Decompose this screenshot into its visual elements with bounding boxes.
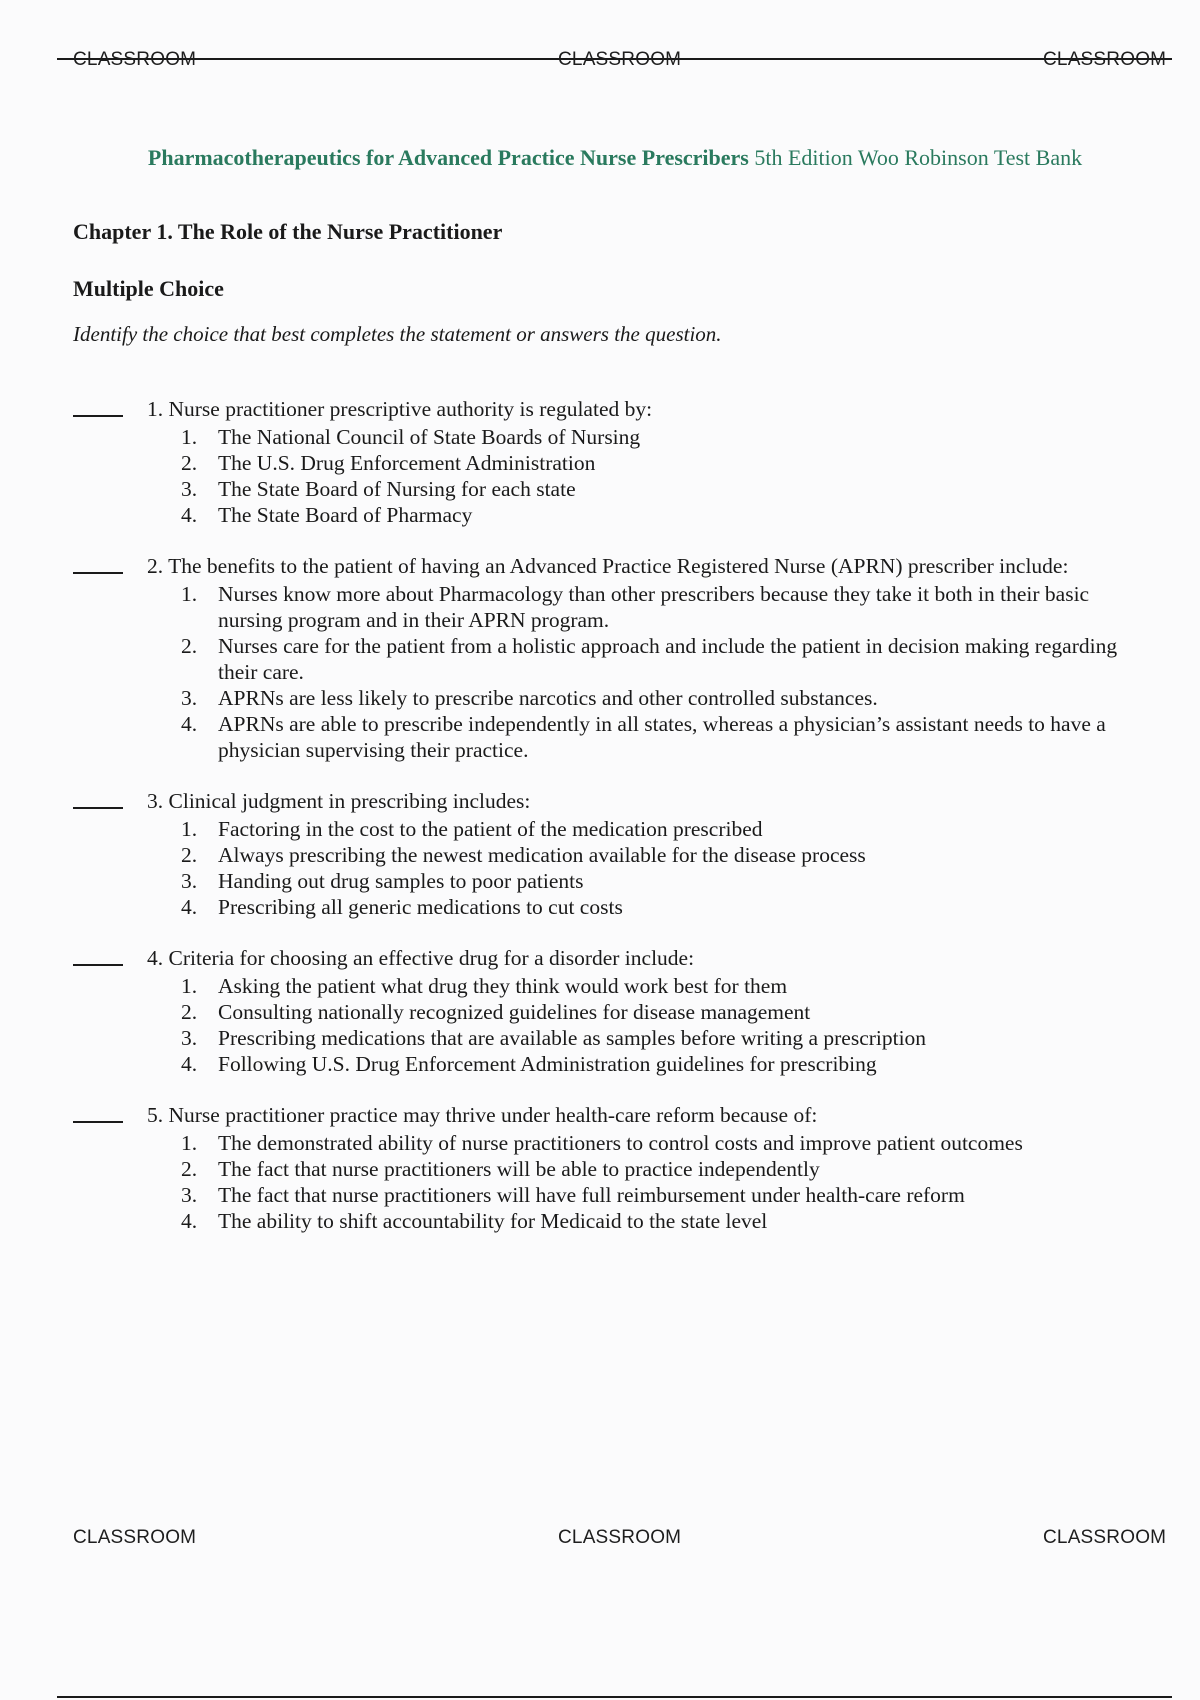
question-text: Criteria for choosing an effective drug for a disorder include: bbox=[168, 946, 695, 970]
option-text: The State Board of Nursing for each state bbox=[218, 477, 576, 501]
section-heading: Multiple Choice bbox=[73, 276, 224, 301]
option-number: 3. bbox=[181, 686, 198, 710]
answer-option bbox=[181, 502, 1133, 528]
answer-blank[interactable] bbox=[73, 415, 123, 417]
option-text: Prescribing all generic medications to cut costs bbox=[218, 895, 623, 919]
option-number: 1. bbox=[181, 817, 198, 841]
question-stem bbox=[147, 788, 1133, 814]
chapter-heading: Chapter 1. The Role of the Nurse Practitioner bbox=[73, 219, 503, 244]
question-number: 2. bbox=[147, 554, 164, 578]
option-number: 2. bbox=[181, 634, 198, 658]
answer-option bbox=[181, 816, 1133, 842]
instructions-text: Identify the choice that best completes the statement or answers the question. bbox=[73, 322, 722, 346]
option-number: 1. bbox=[181, 582, 198, 606]
answer-option bbox=[181, 1182, 1133, 1208]
option-number: 4. bbox=[181, 503, 198, 527]
option-number: 4. bbox=[181, 712, 198, 736]
question-text: Clinical judgment in prescribing includes: bbox=[168, 789, 531, 813]
question-number: 5. bbox=[147, 1103, 164, 1127]
question-item bbox=[73, 1102, 1133, 1234]
answer-option bbox=[181, 1208, 1133, 1234]
option-text: The U.S. Drug Enforcement Administration bbox=[218, 451, 596, 475]
option-number: 2. bbox=[181, 843, 198, 867]
option-number: 1. bbox=[181, 425, 198, 449]
option-number: 1. bbox=[181, 974, 198, 998]
option-text: The ability to shift accountability for Medicaid to the state level bbox=[218, 1209, 768, 1233]
option-list bbox=[73, 816, 1133, 920]
book-title bbox=[0, 145, 1200, 171]
answer-blank[interactable] bbox=[73, 1121, 123, 1123]
answer-option bbox=[181, 999, 1133, 1025]
option-text: The demonstrated ability of nurse practitioners to control costs and improve patient outcomes bbox=[218, 1131, 1023, 1155]
option-text: APRNs are able to prescribe independently in all states, whereas a physician’s assistant needs to have a physician supervising their practice. bbox=[218, 712, 1106, 762]
question-item bbox=[73, 396, 1133, 528]
option-number: 1. bbox=[181, 1131, 198, 1155]
option-list bbox=[73, 1130, 1133, 1234]
answer-option bbox=[181, 424, 1133, 450]
option-text: Always prescribing the newest medication available for the disease process bbox=[218, 843, 866, 867]
question-stem bbox=[147, 396, 1133, 422]
question-list bbox=[73, 396, 1133, 1259]
question-number: 1. bbox=[147, 397, 164, 421]
answer-option bbox=[181, 476, 1133, 502]
question-item bbox=[73, 788, 1133, 920]
answer-option bbox=[181, 581, 1133, 633]
option-text: Nurses care for the patient from a holistic approach and include the patient in decision making regarding their care. bbox=[218, 634, 1118, 684]
question-stem bbox=[147, 945, 1133, 971]
watermark-top-left: CLASSROOM bbox=[73, 49, 197, 70]
option-list bbox=[73, 973, 1133, 1077]
option-text: APRNs are less likely to prescribe narcotics and other controlled substances. bbox=[218, 686, 878, 710]
option-text: Prescribing medications that are available as samples before writing a prescription bbox=[218, 1026, 927, 1050]
answer-option bbox=[181, 711, 1133, 763]
question-text: The benefits to the patient of having an Advanced Practice Registered Nurse (APRN) prescriber include: bbox=[168, 554, 1069, 578]
option-text: The fact that nurse practitioners will be able to practice independently bbox=[218, 1157, 820, 1181]
option-number: 2. bbox=[181, 451, 198, 475]
answer-option bbox=[181, 1156, 1133, 1182]
answer-blank[interactable] bbox=[73, 964, 123, 966]
option-text: The fact that nurse practitioners will have full reimbursement under health-care reform bbox=[218, 1183, 965, 1207]
option-text: Asking the patient what drug they think would work best for them bbox=[218, 974, 788, 998]
book-title-edition: 5th Edition Woo Robinson Test Bank bbox=[748, 145, 1083, 170]
option-number: 4. bbox=[181, 895, 198, 919]
answer-option bbox=[181, 1130, 1133, 1156]
answer-option bbox=[181, 633, 1133, 685]
question-item bbox=[73, 945, 1133, 1077]
answer-option bbox=[181, 973, 1133, 999]
question-stem bbox=[147, 1102, 1133, 1128]
option-number: 3. bbox=[181, 477, 198, 501]
question-number: 3. bbox=[147, 789, 164, 813]
answer-option bbox=[181, 1051, 1133, 1077]
option-text: The State Board of Pharmacy bbox=[218, 503, 473, 527]
question-number: 4. bbox=[147, 946, 164, 970]
option-number: 4. bbox=[181, 1209, 198, 1233]
footer-rule bbox=[57, 1696, 1172, 1698]
answer-blank[interactable] bbox=[73, 807, 123, 809]
answer-option bbox=[181, 868, 1133, 894]
option-text: The National Council of State Boards of Nursing bbox=[218, 425, 641, 449]
option-text: Consulting nationally recognized guidelines for disease management bbox=[218, 1000, 811, 1024]
watermark-top-center: CLASSROOM bbox=[558, 49, 682, 70]
answer-option bbox=[181, 685, 1133, 711]
option-text: Following U.S. Drug Enforcement Administration guidelines for prescribing bbox=[218, 1052, 877, 1076]
answer-option bbox=[181, 842, 1133, 868]
question-stem bbox=[147, 553, 1133, 579]
option-list bbox=[73, 581, 1133, 763]
watermark-footer-center: CLASSROOM bbox=[558, 1527, 682, 1548]
watermark-footer-right: CLASSROOM bbox=[1043, 1527, 1167, 1548]
option-number: 3. bbox=[181, 1183, 198, 1207]
option-list bbox=[73, 424, 1133, 528]
option-number: 2. bbox=[181, 1157, 198, 1181]
option-text: Handing out drug samples to poor patients bbox=[218, 869, 584, 893]
answer-option bbox=[181, 894, 1133, 920]
book-title-main: Pharmacotherapeutics for Advanced Practice Nurse Prescribers bbox=[147, 145, 749, 170]
answer-option bbox=[181, 1025, 1133, 1051]
question-text: Nurse practitioner prescriptive authority is regulated by: bbox=[168, 397, 653, 421]
question-text: Nurse practitioner practice may thrive under health-care reform because of: bbox=[168, 1103, 818, 1127]
question-item bbox=[73, 553, 1133, 763]
option-text: Factoring in the cost to the patient of the medication prescribed bbox=[218, 817, 763, 841]
option-number: 4. bbox=[181, 1052, 198, 1076]
watermark-top-right: CLASSROOM bbox=[1043, 49, 1167, 70]
option-number: 2. bbox=[181, 1000, 198, 1024]
option-number: 3. bbox=[181, 1026, 198, 1050]
answer-blank[interactable] bbox=[73, 572, 123, 574]
answer-option bbox=[181, 450, 1133, 476]
option-text: Nurses know more about Pharmacology than other prescribers because they take it both in their basic nursing program and in their APRN program. bbox=[218, 582, 1090, 632]
watermark-footer-left: CLASSROOM bbox=[73, 1527, 197, 1548]
option-number: 3. bbox=[181, 869, 198, 893]
